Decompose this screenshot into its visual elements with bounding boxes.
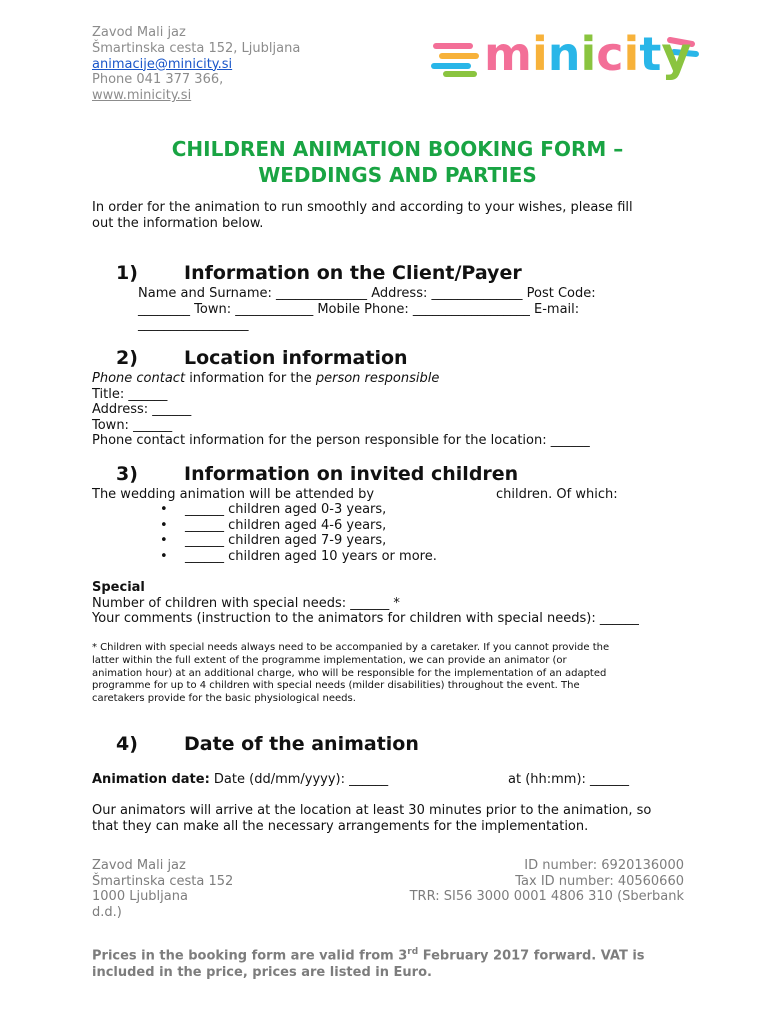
phone-contact-line: Phone contact information for the person responsible — [92, 371, 440, 386]
list-item: ______ children aged 7-9 years, — [185, 533, 387, 549]
section-1-heading: 1) Information on the Client/Payer — [116, 262, 522, 284]
list-item: ______ children aged 0-3 years, — [185, 502, 387, 517]
list-item: ______ children aged 4-6 years, — [185, 517, 387, 533]
company-address — [92, 25, 300, 104]
bullet-icon: • — [160, 533, 168, 549]
location-fields: Phone contact information for the person responsible Title: ______ Address: ______ Town: ______ Phone contact information for the person responsible for the location: ______ — [92, 371, 590, 449]
section-3-heading: 3) Information on invited children — [116, 463, 519, 485]
client-fields: Name and Surname: ______________ Address: ______________ Post Code: ________ Town: ____________ Mobile Phone: __________________ E-mail: _________________ — [138, 286, 596, 333]
section-2-heading: 2) Location information — [116, 347, 408, 369]
children-age-list — [0, 502, 770, 566]
bullet-icon: • — [160, 517, 168, 533]
section-4-heading: 4) Date of the animation — [116, 733, 419, 755]
of-which-line: children. Of which: — [496, 487, 618, 502]
logo-wordmark: minicity — [484, 27, 692, 81]
company-name: Zavod Mali jaz — [92, 25, 186, 40]
special-needs-note: * Children with special needs always need to be accompanied by a caretaker. If you cannot provide the latter within the full extent of the programme implementation, we can provide an animator (or animation hour) at an additional charge, who will be responsible for the implementation of an adapted programme for up to 4 children with special needs (milder disabilities) throughout the event. The caretakers provide for the basic physiological needs. — [92, 642, 610, 705]
attended-line: The wedding animation will be attended by — [92, 487, 375, 502]
intro-text: In order for the animation to run smoothly and according to your wishes, please fill out the information below. — [92, 200, 633, 231]
bullet-icon: • — [160, 548, 168, 564]
company-street: Šmartinska cesta 152, Ljubljana — [92, 40, 301, 56]
website-link[interactable]: www.minicity.si — [92, 88, 192, 104]
footer-registration: ID number: 6920136000 Tax ID number: 40560660 TRR: SI56 3000 0001 4806 310 (Sberbank — [409, 858, 684, 905]
animation-time-field: at (hh:mm): ______ — [508, 772, 630, 787]
arrival-note: Our animators will arrive at the location at least 30 minutes prior to the animation, so that they can make all the necessary arrangements for the implementation. — [92, 803, 652, 834]
email-link[interactable]: animacije@minicity.si — [92, 56, 233, 72]
bullet-icon: • — [160, 502, 168, 517]
list-item: ______ children aged 10 years or more. — [185, 548, 437, 564]
prices-note: Prices in the booking form are valid from 3rd February 2017 forward. VAT is included in the price, prices are listed in Euro. — [92, 947, 645, 981]
footer-address: Zavod Mali jaz Šmartinska cesta 152 1000 Ljubljana d.d.) — [92, 858, 234, 920]
page-title: CHILDREN ANIMATION BOOKING FORM – WEDDINGS AND PARTIES — [171, 137, 624, 187]
company-phone: Phone 041 377 366, — [92, 72, 224, 88]
animation-date-line: Animation date: Date (dd/mm/yyyy): ______ — [92, 772, 389, 787]
minicity-logo — [430, 24, 700, 92]
special-heading: Special — [92, 580, 145, 595]
special-section: Special Number of children with special needs: ______ * Your comments (instruction to the animators for children with special needs): ______ — [92, 580, 639, 627]
